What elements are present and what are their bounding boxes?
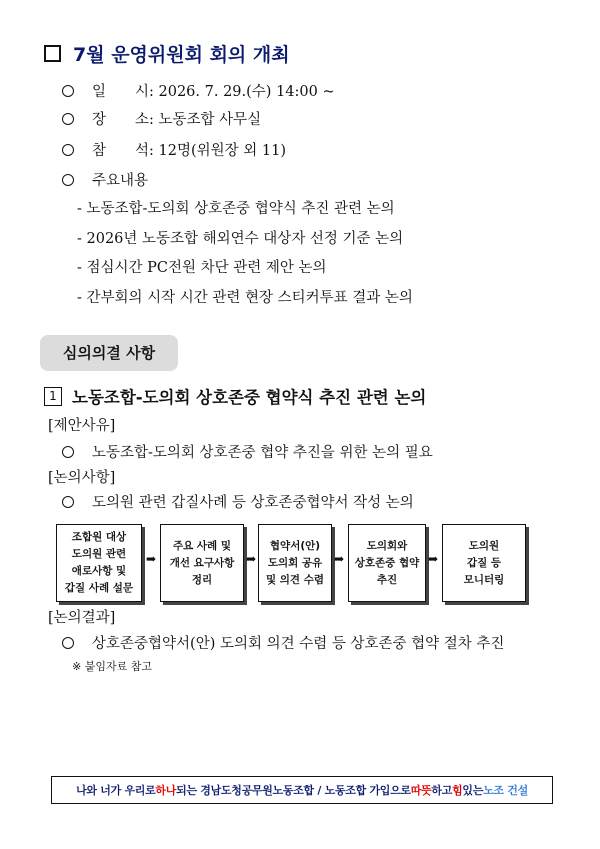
slogan-part: 있는: [462, 784, 484, 797]
flow-step-monitoring: 도의원 갑질 등 모니터링: [442, 524, 526, 602]
matters-label: [논의사항]: [48, 470, 116, 486]
item-title: 노동조합-도의회 상호존중 협약식 추진 관련 논의: [72, 388, 427, 407]
title-text: 7월 운영위원회 회의 개최: [73, 44, 290, 66]
result-label: [논의결과]: [48, 610, 116, 626]
circle-bullet-icon: [62, 496, 74, 508]
arrow-icon: ➡: [146, 552, 157, 566]
circle-bullet-icon: [62, 144, 74, 156]
slogan-part: 나와 너가 우리로: [76, 784, 156, 797]
flow-step-draft: 협약서(안) 도의회 공유 및 의견 수렴: [258, 524, 332, 602]
resolution-heading: 심의의결 사항: [40, 335, 178, 371]
meeting-main-content: 주요내용: [62, 169, 148, 190]
matters-text: 도의원 관련 갑질사례 등 상호존중협약서 작성 논의: [62, 491, 414, 512]
agenda-item: - 점심시간 PC전원 차단 관련 제안 논의: [77, 260, 327, 276]
flow-step-organize: 주요 사례 및 개선 요구사항 정리: [160, 524, 244, 602]
circle-bullet-icon: [62, 446, 74, 458]
reason-label: [제안사유]: [48, 418, 116, 434]
attachment-note: ※ 붙임자료 참고: [72, 660, 152, 673]
reason-text: 노동조합-도의회 상호존중 협약 추진을 위한 논의 필요: [62, 441, 433, 462]
item-heading: [44, 384, 426, 408]
flow-step-agreement: 도의회와 상호존중 협약 추진: [348, 524, 426, 602]
meeting-date: 일 시: 2026. 7. 29.(수) 14:00 ~: [62, 80, 335, 101]
flow-step-survey: 조합원 대상 도의원 관련 애로사항 및 갑질 사례 설문: [56, 524, 142, 602]
slogan-part: 힘: [452, 784, 463, 797]
document-title: [44, 40, 290, 67]
checkbox-icon: [44, 45, 61, 62]
agenda-item: - 노동조합-도의회 상호존중 협약식 추진 관련 논의: [77, 201, 395, 217]
circle-bullet-icon: [62, 85, 74, 97]
agenda-item: - 2026년 노동조합 해외연수 대상자 선정 기준 논의: [77, 231, 404, 247]
arrow-icon: ➡: [428, 552, 439, 566]
slogan-part: 하나: [155, 784, 177, 797]
arrow-icon: ➡: [246, 552, 257, 566]
item-number: 1: [44, 387, 62, 406]
slogan-part: 하고: [431, 784, 453, 797]
meeting-place: 장 소: 노동조합 사무실: [62, 108, 261, 129]
slogan-part: 노조 건설: [483, 784, 528, 797]
result-text: 상호존중협약서(안) 도의회 의견 수렴 등 상호존중 협약 절차 추진: [62, 632, 504, 653]
agenda-item: - 간부회의 시작 시간 관련 현장 스티커투표 결과 논의: [77, 290, 413, 306]
footer-slogan: [51, 776, 553, 804]
circle-bullet-icon: [62, 637, 74, 649]
circle-bullet-icon: [62, 174, 74, 186]
slogan-part: 되는 경남도청공무원노동조합 / 노동조합 가입으로: [176, 784, 411, 797]
arrow-icon: ➡: [334, 552, 345, 566]
meeting-attendees: 참 석: 12명(위원장 외 11): [62, 139, 286, 160]
slogan-part: 따뜻: [410, 784, 432, 797]
circle-bullet-icon: [62, 113, 74, 125]
